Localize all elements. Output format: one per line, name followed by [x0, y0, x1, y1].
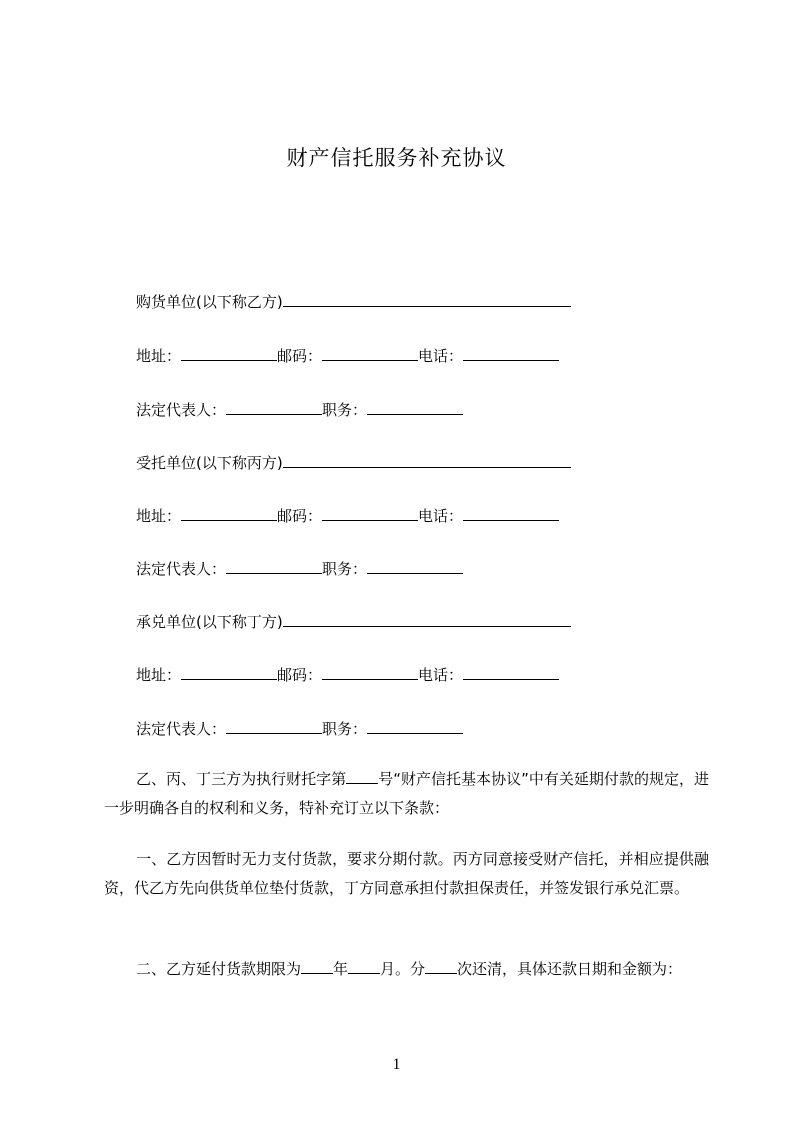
intro-text-after: 号“财产信托基本协议”中有关延期付款的规定，进一步明确各自的权利和义务，特补充订立以下条款：: [104, 770, 709, 817]
position-blank[interactable]: [367, 398, 463, 415]
address-label: 地址：: [136, 507, 182, 525]
installments-blank[interactable]: [425, 957, 457, 974]
party-c-rep-line: [136, 557, 463, 579]
party-unit-blank[interactable]: [283, 290, 571, 307]
postcode-blank[interactable]: [322, 504, 418, 521]
phone-blank[interactable]: [463, 663, 559, 680]
postcode-label: 邮码：: [277, 347, 323, 365]
clause-1-text: 一、乙方因暂时无力支付货款，要求分期付款。丙方同意接受财产信托，并相应提供融资，代乙方先向供货单位垫付货款，丁方同意承担付款担保责任，并签发银行承兑汇票。: [104, 850, 709, 897]
position-label: 职务：: [322, 401, 368, 419]
party-b-rep-line: [136, 398, 463, 420]
postcode-blank[interactable]: [322, 344, 418, 361]
phone-blank[interactable]: [463, 344, 559, 361]
clause-2-paragraph: [104, 955, 709, 984]
party-unit-blank[interactable]: [283, 451, 571, 468]
rep-label: 法定代表人：: [136, 720, 227, 738]
months-blank[interactable]: [348, 957, 380, 974]
clause-2-text-4: 次还清，具体还款日期和金额为：: [457, 960, 683, 978]
clause-1-paragraph: [104, 845, 709, 903]
position-label: 职务：: [322, 720, 368, 738]
party-c-contact-line: [136, 504, 559, 526]
position-blank[interactable]: [367, 717, 463, 734]
address-blank[interactable]: [181, 344, 277, 361]
clause-2-text-2: 年: [333, 960, 349, 978]
party-d-rep-line: [136, 717, 463, 739]
party-b-unit-line: [136, 290, 571, 312]
party-c-unit-line: [136, 451, 571, 473]
postcode-label: 邮码：: [277, 666, 323, 684]
position-label: 职务：: [322, 560, 368, 578]
intro-text-before: 乙、丙、丁三方为执行财托字第: [136, 770, 347, 788]
document-title: 财产信托服务补充协议: [286, 146, 507, 170]
rep-blank[interactable]: [226, 717, 322, 734]
party-unit-label: 购货单位(以下称乙方): [136, 293, 283, 311]
agreement-number-blank[interactable]: [346, 767, 378, 784]
phone-label: 电话：: [418, 507, 464, 525]
rep-blank[interactable]: [226, 557, 322, 574]
clause-2-text-1: 二、乙方延付货款期限为: [136, 960, 302, 978]
postcode-label: 邮码：: [277, 507, 323, 525]
rep-blank[interactable]: [226, 398, 322, 415]
position-blank[interactable]: [367, 557, 463, 574]
phone-blank[interactable]: [463, 504, 559, 521]
party-d-contact-line: [136, 663, 559, 685]
rep-label: 法定代表人：: [136, 401, 227, 419]
party-b-contact-line: [136, 344, 559, 366]
years-blank[interactable]: [301, 957, 333, 974]
page-number: 1: [392, 1056, 401, 1073]
intro-paragraph: [104, 765, 709, 823]
address-blank[interactable]: [181, 504, 277, 521]
rep-label: 法定代表人：: [136, 560, 227, 578]
address-label: 地址：: [136, 347, 182, 365]
phone-label: 电话：: [418, 347, 464, 365]
phone-label: 电话：: [418, 666, 464, 684]
party-unit-blank[interactable]: [283, 610, 571, 627]
party-unit-label: 受托单位(以下称丙方): [136, 454, 283, 472]
party-unit-label: 承兑单位(以下称丁方): [136, 613, 283, 631]
postcode-blank[interactable]: [322, 663, 418, 680]
address-blank[interactable]: [181, 663, 277, 680]
party-d-unit-line: [136, 610, 571, 632]
address-label: 地址：: [136, 666, 182, 684]
clause-2-text-3: 月。分: [380, 960, 426, 978]
